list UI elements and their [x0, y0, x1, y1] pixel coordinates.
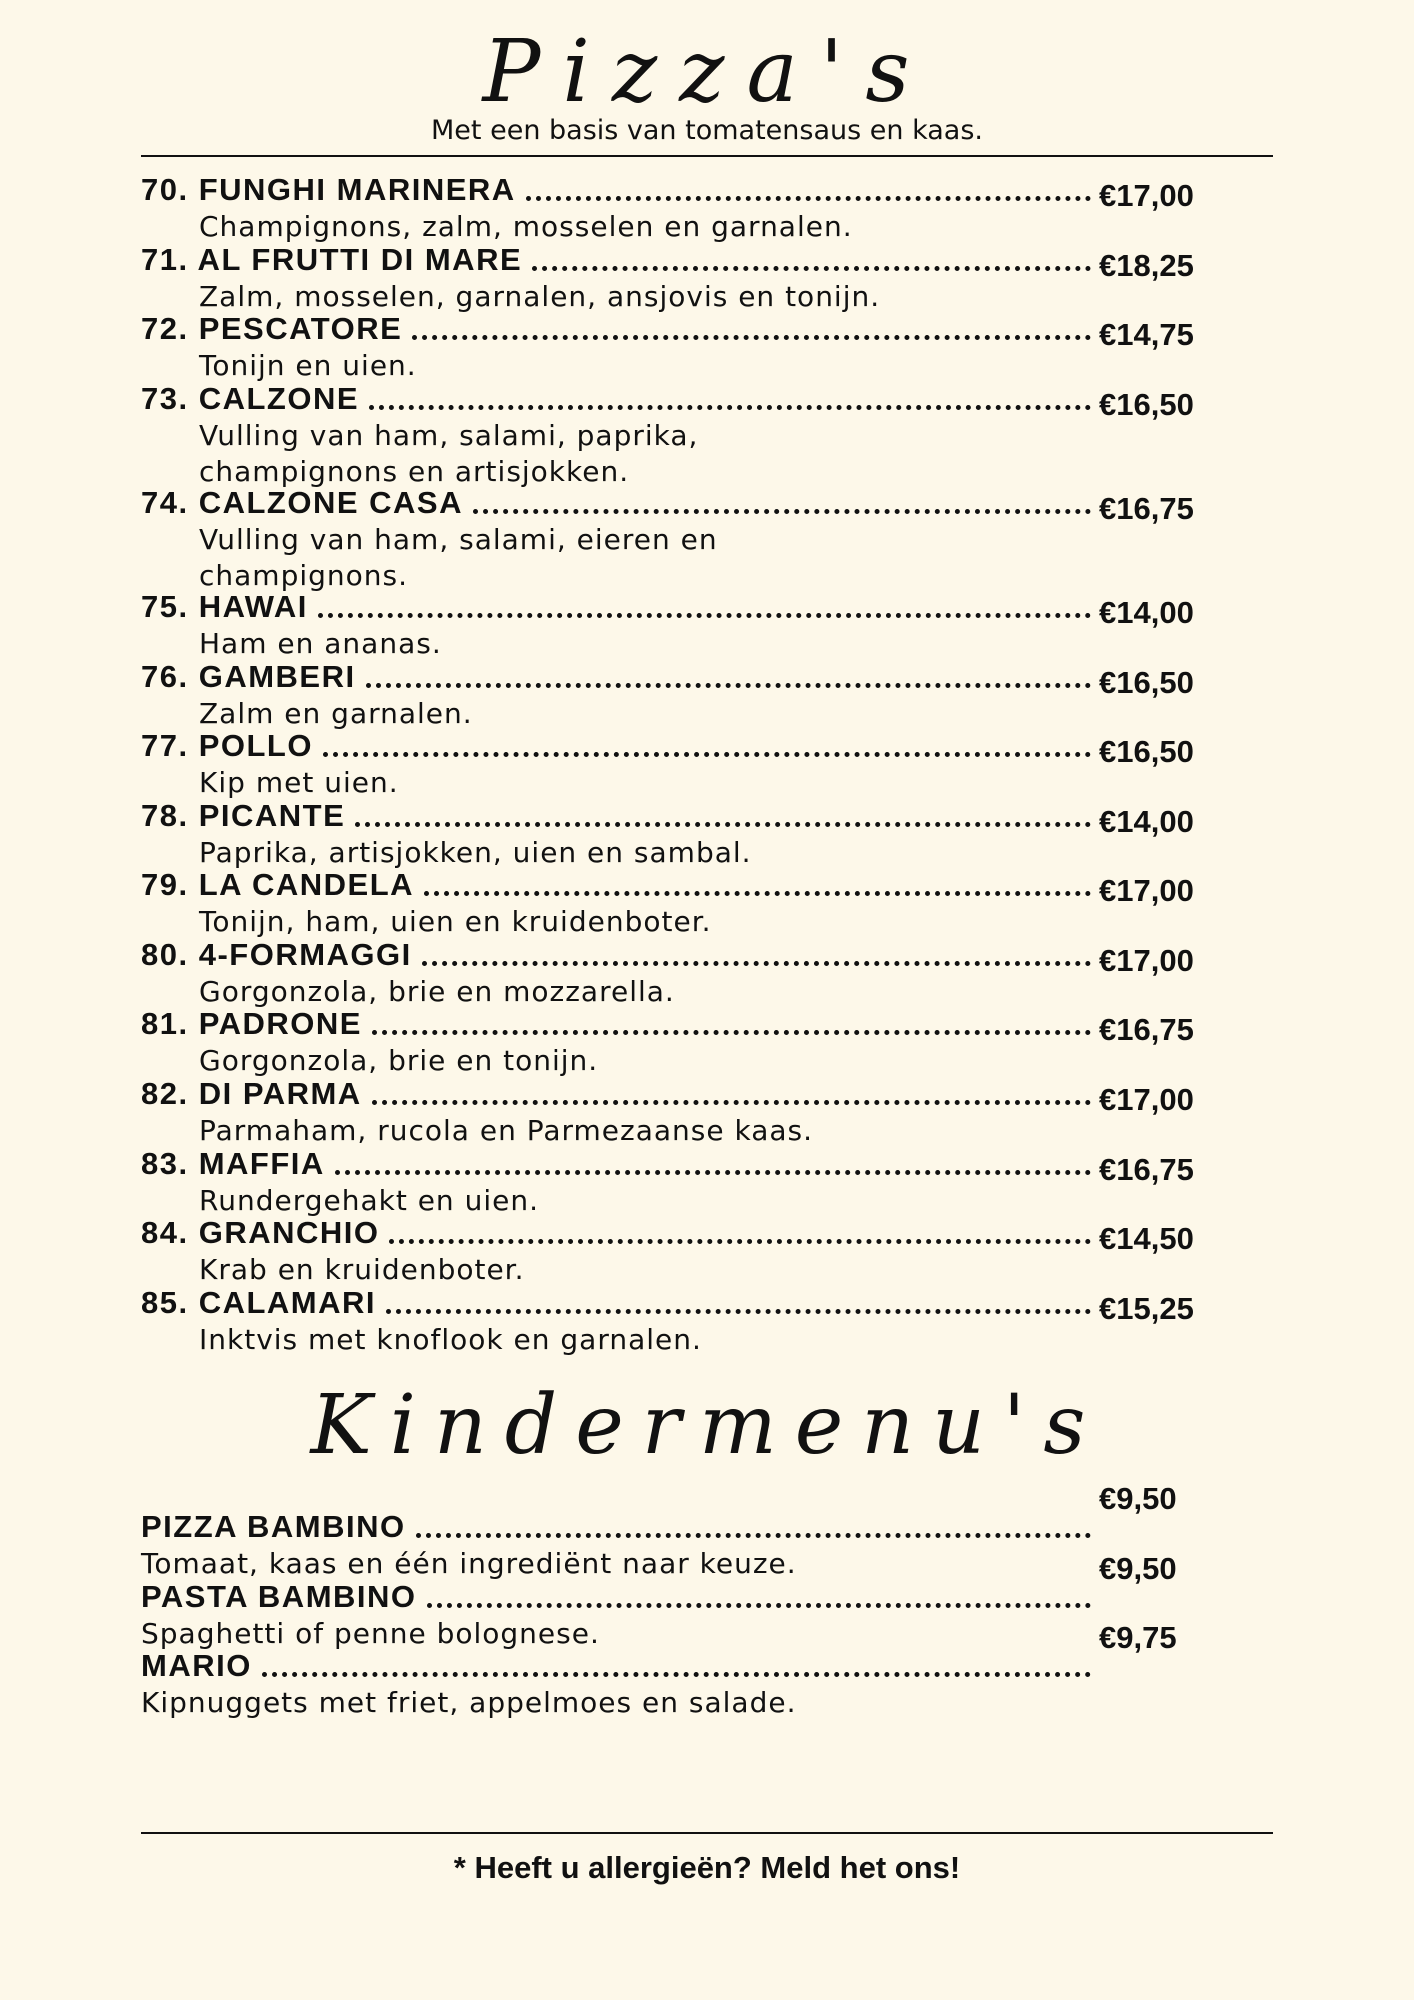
item-price: €18,25 — [1099, 248, 1194, 283]
item-name: 73. CALZONE — [141, 381, 360, 416]
item-name-line — [141, 936, 1091, 974]
item-description-line: Tonijn en uien. — [199, 349, 417, 382]
dot-leader — [372, 1100, 1091, 1105]
top-divider — [141, 155, 1273, 157]
item-description — [199, 765, 1019, 801]
item-description — [199, 348, 1019, 384]
dot-leader — [412, 335, 1091, 340]
item-description-line: Paprika, artisjokken, uien en sambal. — [199, 836, 752, 869]
item-name-line — [141, 727, 1091, 765]
item-description — [199, 418, 1019, 490]
item-price: €14,50 — [1099, 1221, 1194, 1256]
item-name-line — [141, 1075, 1091, 1113]
item-description — [141, 1546, 961, 1582]
item-name-line — [141, 1284, 1091, 1322]
item-price: €17,00 — [1099, 1082, 1194, 1117]
dot-leader — [366, 683, 1091, 688]
dot-leader — [526, 196, 1091, 201]
item-name: 74. CALZONE CASA — [141, 485, 463, 520]
item-description-line: Kip met uien. — [199, 766, 399, 799]
dot-leader — [318, 613, 1091, 618]
item-price: €16,50 — [1099, 665, 1194, 700]
dot-leader — [323, 752, 1091, 757]
item-name: 79. LA CANDELA — [141, 867, 415, 902]
item-name: PASTA BAMBINO — [141, 1579, 417, 1614]
item-description-line: Vulling van ham, salami, eieren en — [199, 523, 718, 556]
item-price: €14,75 — [1099, 317, 1194, 352]
item-name-line — [141, 310, 1091, 348]
item-name-line — [141, 1005, 1091, 1043]
dot-leader — [532, 266, 1091, 271]
item-price: €17,00 — [1099, 943, 1194, 978]
item-description — [199, 1322, 1019, 1358]
dot-leader — [422, 961, 1091, 966]
bottom-divider — [141, 1832, 1273, 1834]
item-description-line: Gorgonzola, brie en tonijn. — [199, 1044, 599, 1077]
item-price: €14,00 — [1099, 595, 1194, 630]
item-description-line: Zalm, mosselen, garnalen, ansjovis en tonijn. — [199, 280, 881, 313]
item-name-line — [141, 1578, 1091, 1616]
item-description-line: Tomaat, kaas en één ingrediënt naar keuze. — [141, 1547, 797, 1580]
dot-leader — [372, 1030, 1091, 1035]
item-description — [199, 209, 1019, 245]
item-name: PIZZA BAMBINO — [141, 1509, 406, 1544]
item-price: €16,75 — [1099, 491, 1194, 526]
item-description-line: Krab en kruidenboter. — [199, 1253, 525, 1286]
item-description-line: champignons. — [199, 559, 409, 592]
item-description — [199, 1113, 1019, 1149]
item-name: 76. GAMBERI — [141, 659, 356, 694]
item-price: €17,00 — [1099, 873, 1194, 908]
item-price: €16,50 — [1099, 387, 1194, 422]
item-name: 84. GRANCHIO — [141, 1215, 380, 1250]
dot-leader — [416, 1533, 1091, 1538]
item-price: €9,50 — [1099, 1481, 1177, 1516]
allergy-note: * Heeft u allergieën? Meld het ons! — [453, 1850, 961, 1885]
item-description-line: Ham en ananas. — [199, 627, 442, 660]
item-name: MARIO — [141, 1648, 252, 1683]
item-name-line — [141, 588, 1091, 626]
item-description — [141, 1685, 961, 1721]
item-name: 71. AL FRUTTI DI MARE — [141, 242, 523, 277]
item-description-line: Spaghetti of penne bolognese. — [141, 1617, 600, 1650]
item-name: 72. PESCATORE — [141, 311, 403, 346]
item-name: 81. PADRONE — [141, 1006, 362, 1041]
item-name-line — [141, 484, 1091, 522]
item-description-line: Rundergehakt en uien. — [199, 1184, 539, 1217]
kids-section-title: Kindermenu's — [310, 1378, 1104, 1473]
dot-leader — [427, 1603, 1091, 1608]
item-name-line — [141, 171, 1091, 209]
dot-leader — [262, 1672, 1091, 1677]
item-price: €16,50 — [1099, 734, 1194, 769]
item-name: 85. CALAMARI — [141, 1285, 377, 1320]
item-price: €14,00 — [1099, 804, 1194, 839]
dot-leader — [369, 405, 1091, 410]
item-name: 77. POLLO — [141, 728, 313, 763]
dot-leader — [386, 1309, 1091, 1314]
item-name-line — [141, 380, 1091, 418]
pizza-section-title: Pizza's — [482, 22, 932, 122]
item-name-line — [141, 797, 1091, 835]
item-price: €9,75 — [1099, 1620, 1177, 1655]
item-name: 83. MAFFIA — [141, 1146, 325, 1181]
item-price: €15,25 — [1099, 1291, 1194, 1326]
item-description-line: champignons en artisjokken. — [199, 455, 630, 488]
dot-leader — [424, 891, 1091, 896]
item-description-line: Vulling van ham, salami, paprika, — [199, 419, 699, 452]
item-description — [199, 1043, 1019, 1079]
dot-leader — [355, 822, 1091, 827]
item-description-line: Inktvis met knoflook en garnalen. — [199, 1323, 702, 1356]
item-description-line: Kipnuggets met friet, appelmoes en salade. — [141, 1686, 797, 1719]
dot-leader — [473, 509, 1091, 514]
item-price: €16,75 — [1099, 1012, 1194, 1047]
item-price: €17,00 — [1099, 178, 1194, 213]
item-description — [199, 522, 1019, 594]
item-name: 75. HAWAI — [141, 589, 308, 624]
item-name-line — [141, 1145, 1091, 1183]
item-description-line: Champignons, zalm, mosselen en garnalen. — [199, 210, 853, 243]
item-description — [199, 904, 1019, 940]
item-name-line — [141, 658, 1091, 696]
item-name: 70. FUNGHI MARINERA — [141, 172, 516, 207]
item-description-line: Gorgonzola, brie en mozzarella. — [199, 975, 675, 1008]
item-name-line — [141, 1508, 1091, 1546]
item-description — [199, 1252, 1019, 1288]
item-name-line — [141, 1214, 1091, 1252]
item-price: €16,75 — [1099, 1152, 1194, 1187]
item-price: €9,50 — [1099, 1551, 1177, 1586]
item-name: 82. DI PARMA — [141, 1076, 362, 1111]
item-description-line: Zalm en garnalen. — [199, 697, 473, 730]
item-description-line: Parmaham, rucola en Parmezaanse kaas. — [199, 1114, 814, 1147]
item-description-line: Tonijn, ham, uien en kruidenboter. — [199, 905, 712, 938]
item-name-line — [141, 1647, 1091, 1685]
item-description — [199, 626, 1019, 662]
item-name: 80. 4-FORMAGGI — [141, 937, 412, 972]
item-name: 78. PICANTE — [141, 798, 346, 833]
dot-leader — [335, 1170, 1091, 1175]
dot-leader — [389, 1239, 1091, 1244]
item-name-line — [141, 241, 1091, 279]
pizza-section-subtitle: Met een basis van tomatensaus en kaas. — [431, 115, 983, 146]
item-name-line — [141, 866, 1091, 904]
